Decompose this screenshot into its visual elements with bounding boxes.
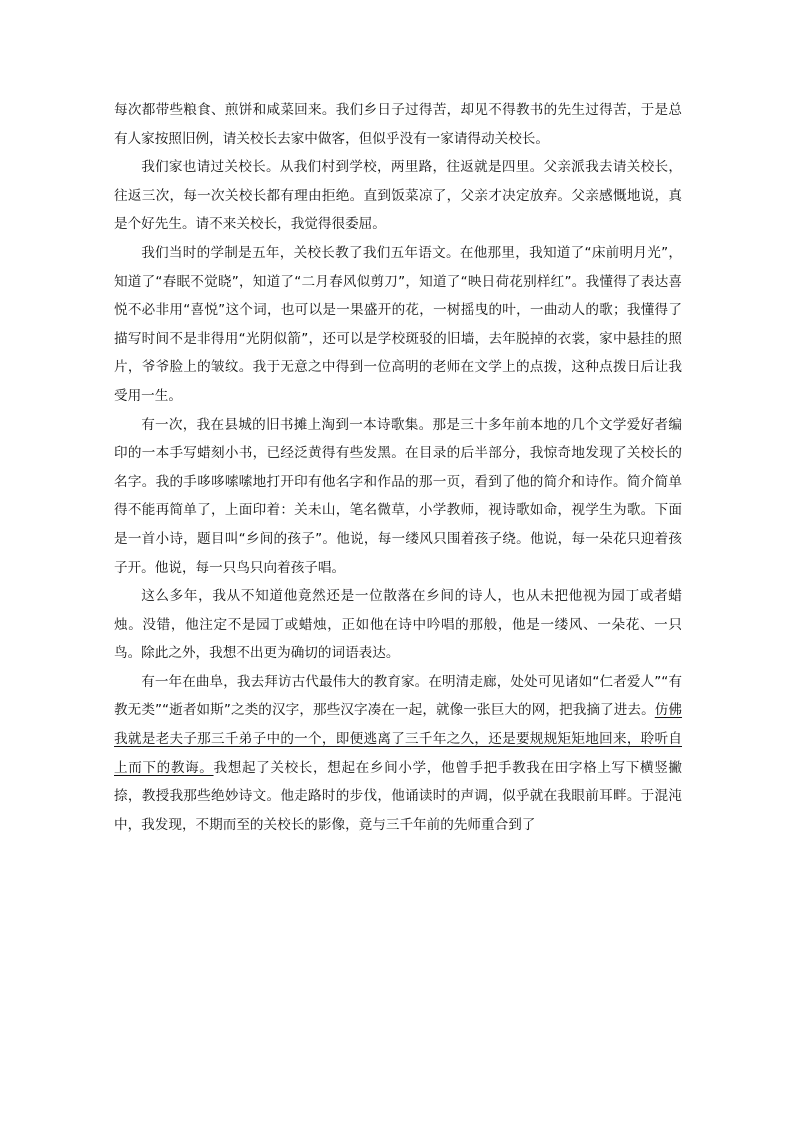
paragraph-6 bbox=[114, 668, 682, 840]
paragraph-5: 这么多年，我从不知道他竟然还是一位散落在乡间的诗人，也从未把他视为园丁或者蜡烛。没错，他注定不是园丁或蜡烛，正如他在诗中吟唱的那般，他是一缕风、一朵花、一只鸟。除此之外，我想不出更为确切的词语表达。 bbox=[114, 588, 682, 662]
underlined-sentence: 仿佛我就是老夫子那三千弟子中的一个，即便逃离了三千年之久，还是要规规矩矩地回来，聆听自上而下的教诲。 bbox=[114, 702, 683, 776]
paragraph-2: 我们家也请过关校长。从我们村到学校，两里路，往返就是四里。父亲派我去请关校长，往返三次，每一次关校长都有理由拒绝。直到饭菜凉了，父亲才决定放弃。父亲感慨地说，真是个好先生。请不来关校长，我觉得很委屈。 bbox=[114, 159, 682, 233]
document-page bbox=[114, 96, 682, 839]
paragraph-6-lead-text: 有一年在曲阜，我去拜访古代最伟大的教育家。在明清走廊，处处可见诸如“仁者爱人”“有教无类”“逝者如斯”之类的汉字，那些汉字凑在一起，就像一张巨大的网，把我摘了进去。 bbox=[114, 673, 682, 719]
paragraph-1: 每次都带些粮食、煎饼和咸菜回来。我们乡日子过得苦，却见不得教书的先生过得苦，于是总有人家按照旧例，请关校长去家中做客，但似乎没有一家请得动关校长。 bbox=[114, 102, 682, 147]
paragraph-6-tail-text: 我想起了关校长，想起在乡间小学，他曾手把手教我在田字格上写下横竖撇捺，教授我那些绝妙诗文。他走路时的步伐，他诵读时的声调，似乎就在我眼前耳畔。于混沌中，我发现，不期而至的关校长的影像，竟与三千年前的先师重合到了 bbox=[114, 759, 683, 833]
paragraph-3: 我们当时的学制是五年，关校长教了我们五年语文。在他那里，我知道了“床前明月光”，知道了“春眠不觉晓”，知道了“二月春风似剪刀”，知道了“映日荷花别样红”。我懂得了表达喜悦不必非用“喜悦”这个词，也可以是一果盛开的花，一树摇曳的叶，一曲动人的歌；我懂得了描写时间不是非得用“光阴似箭”，还可以是学校斑驳的旧墙，去年脱掉的衣裳，家中悬挂的照片，爷爷脸上的皱纹。我于无意之中得到一位高明的老师在文学上的点拨，这种点拨日后让我受用一生。 bbox=[114, 244, 682, 404]
paragraph-4: 有一次，我在县城的旧书摊上淘到一本诗歌集。那是三十多年前本地的几个文学爱好者编印的一本手写蜡刻小书，已经泛黄得有些发黑。在目录的后半部分，我惊奇地发现了关校长的名字。我的手哆哆嗦嗦地打开印有他名字和作品的那一页，看到了他的简介和诗作。简介简单得不能再简单了，上面印着：关未山，笔名微草，小学教师，视诗歌如命，视学生为歌。下面是一首小诗，题目叫“乡间的孩子”。他说，每一缕风只围着孩子绕。他说，每一朵花只迎着孩子开。他说，每一只鸟只向着孩子唱。 bbox=[114, 416, 682, 576]
